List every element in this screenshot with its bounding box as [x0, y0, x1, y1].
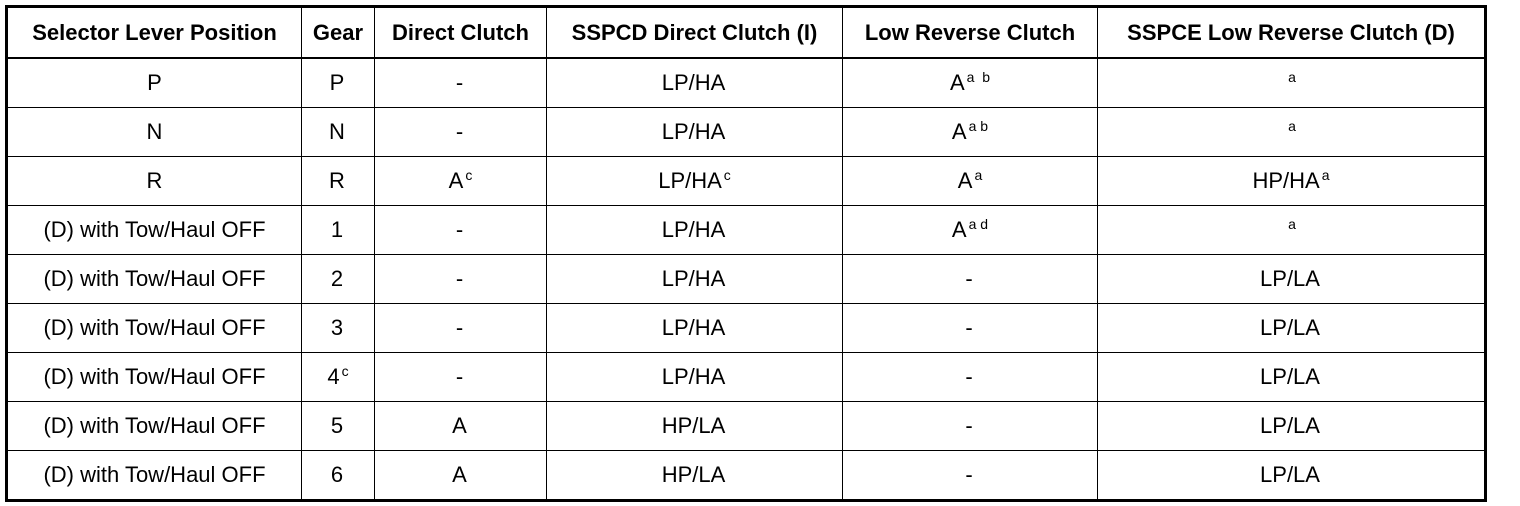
cell-value: LP/LA	[1260, 266, 1320, 291]
cell-sspcd-direct-clutch	[547, 206, 843, 255]
cell-direct-clutch	[375, 451, 547, 501]
cell-value: LP/LA	[1260, 315, 1320, 340]
cell-value: -	[965, 413, 973, 438]
cell-gear	[302, 402, 375, 451]
footnote-marker: a b	[968, 118, 989, 134]
cell-value: A	[448, 168, 464, 193]
footnote-marker: a	[1288, 216, 1296, 232]
cell-value: A	[957, 168, 973, 193]
cell-value: LP/HA	[658, 168, 722, 193]
cell-value: HP/LA	[661, 462, 726, 487]
header-gear: Gear	[302, 7, 375, 59]
footnote-marker: a	[1288, 118, 1296, 134]
cell-selector-lever-position: (D) with Tow/Haul OFF	[7, 206, 302, 255]
cell-low-reverse-clutch	[843, 451, 1098, 501]
table-row	[7, 353, 1486, 402]
cell-value: -	[455, 315, 464, 340]
cell-selector-lever-position: P	[7, 58, 302, 108]
cell-selector-lever-position: (D) with Tow/Haul OFF	[7, 304, 302, 353]
cell-value: 4	[327, 364, 340, 389]
cell-sspce-low-reverse-clutch	[1098, 402, 1486, 451]
footnote-marker: c	[723, 167, 731, 183]
cell-sspce-low-reverse-clutch	[1098, 157, 1486, 206]
cell-direct-clutch	[375, 402, 547, 451]
cell-sspcd-direct-clutch	[547, 402, 843, 451]
footnote-marker: a d	[968, 216, 989, 232]
cell-low-reverse-clutch	[843, 58, 1098, 108]
cell-sspce-low-reverse-clutch	[1098, 58, 1486, 108]
cell-direct-clutch	[375, 304, 547, 353]
cell-value: LP/LA	[1260, 413, 1320, 438]
header-direct-clutch: Direct Clutch	[375, 7, 547, 59]
cell-value: LP/HA	[661, 315, 726, 340]
cell-value: -	[455, 266, 464, 291]
footnote-marker: a	[1288, 69, 1296, 85]
table-row	[7, 304, 1486, 353]
cell-value: LP/HA	[661, 364, 726, 389]
table-header-row	[7, 7, 1486, 59]
cell-value: -	[455, 217, 464, 242]
cell-value: 2	[330, 266, 344, 291]
footnote-marker: a	[1321, 167, 1330, 183]
cell-value: P	[329, 70, 345, 95]
cell-value: A	[951, 119, 967, 144]
cell-direct-clutch	[375, 353, 547, 402]
cell-direct-clutch	[375, 58, 547, 108]
header-selector-lever-position: Selector Lever Position	[7, 7, 302, 59]
cell-value: A	[452, 413, 467, 438]
table-row	[7, 157, 1486, 206]
cell-gear	[302, 206, 375, 255]
footnote-marker: c	[341, 363, 349, 379]
cell-sspce-low-reverse-clutch	[1098, 206, 1486, 255]
table-row	[7, 255, 1486, 304]
cell-selector-lever-position: (D) with Tow/Haul OFF	[7, 255, 302, 304]
cell-value: HP/LA	[661, 413, 726, 438]
cell-direct-clutch	[375, 255, 547, 304]
cell-sspcd-direct-clutch	[547, 58, 843, 108]
cell-value: -	[965, 462, 973, 487]
cell-value: LP/HA	[661, 217, 726, 242]
cell-gear	[302, 108, 375, 157]
table-row	[7, 451, 1486, 501]
table-row	[7, 108, 1486, 157]
cell-sspcd-direct-clutch	[547, 255, 843, 304]
cell-value: 6	[330, 462, 344, 487]
cell-value: -	[965, 266, 973, 291]
cell-low-reverse-clutch	[843, 157, 1098, 206]
cell-low-reverse-clutch	[843, 255, 1098, 304]
cell-selector-lever-position: R	[7, 157, 302, 206]
cell-selector-lever-position: (D) with Tow/Haul OFF	[7, 353, 302, 402]
footnote-marker: a b	[966, 69, 991, 85]
cell-sspce-low-reverse-clutch	[1098, 304, 1486, 353]
cell-value: -	[965, 364, 973, 389]
cell-sspcd-direct-clutch	[547, 353, 843, 402]
cell-sspce-low-reverse-clutch	[1098, 451, 1486, 501]
cell-value: R	[329, 168, 345, 193]
cell-direct-clutch	[375, 157, 547, 206]
header-sspce-low-reverse-clutch: SSPCE Low Reverse Clutch (D)	[1098, 7, 1486, 59]
footnote-marker: c	[465, 167, 473, 183]
cell-value: LP/LA	[1260, 462, 1320, 487]
table-row	[7, 206, 1486, 255]
cell-value: A	[452, 462, 467, 487]
cell-gear	[302, 304, 375, 353]
cell-direct-clutch	[375, 206, 547, 255]
cell-low-reverse-clutch	[843, 402, 1098, 451]
cell-value: A	[951, 217, 967, 242]
cell-sspcd-direct-clutch	[547, 108, 843, 157]
cell-value: -	[455, 119, 464, 144]
cell-gear	[302, 157, 375, 206]
cell-low-reverse-clutch	[843, 304, 1098, 353]
header-sspcd-direct-clutch: SSPCD Direct Clutch (I)	[547, 7, 843, 59]
cell-direct-clutch	[375, 108, 547, 157]
cell-low-reverse-clutch	[843, 206, 1098, 255]
cell-value: A	[949, 70, 965, 95]
cell-selector-lever-position: (D) with Tow/Haul OFF	[7, 451, 302, 501]
cell-value: -	[455, 364, 464, 389]
cell-sspcd-direct-clutch	[547, 157, 843, 206]
cell-gear	[302, 451, 375, 501]
cell-sspcd-direct-clutch	[547, 451, 843, 501]
cell-low-reverse-clutch	[843, 353, 1098, 402]
header-low-reverse-clutch: Low Reverse Clutch	[843, 7, 1098, 59]
cell-value: -	[455, 70, 464, 95]
table-row	[7, 58, 1486, 108]
cell-value: 5	[330, 413, 344, 438]
cell-value: LP/HA	[661, 266, 726, 291]
cell-value: LP/LA	[1260, 364, 1320, 389]
cell-sspce-low-reverse-clutch	[1098, 108, 1486, 157]
cell-gear	[302, 255, 375, 304]
cell-selector-lever-position: (D) with Tow/Haul OFF	[7, 402, 302, 451]
cell-value: 3	[330, 315, 344, 340]
cell-value: LP/HA	[661, 70, 726, 95]
cell-value: 1	[330, 217, 344, 242]
cell-sspce-low-reverse-clutch	[1098, 353, 1486, 402]
clutch-application-table	[5, 5, 1487, 502]
cell-selector-lever-position: N	[7, 108, 302, 157]
cell-gear	[302, 58, 375, 108]
cell-value: HP/HA	[1252, 168, 1320, 193]
cell-value: N	[329, 119, 345, 144]
cell-low-reverse-clutch	[843, 108, 1098, 157]
clutch-application-table-wrapper	[5, 5, 1487, 502]
cell-gear	[302, 353, 375, 402]
cell-sspce-low-reverse-clutch	[1098, 255, 1486, 304]
footnote-marker: a	[974, 167, 983, 183]
cell-value: LP/HA	[661, 119, 726, 144]
table-row	[7, 402, 1486, 451]
cell-value: -	[965, 315, 973, 340]
cell-sspcd-direct-clutch	[547, 304, 843, 353]
